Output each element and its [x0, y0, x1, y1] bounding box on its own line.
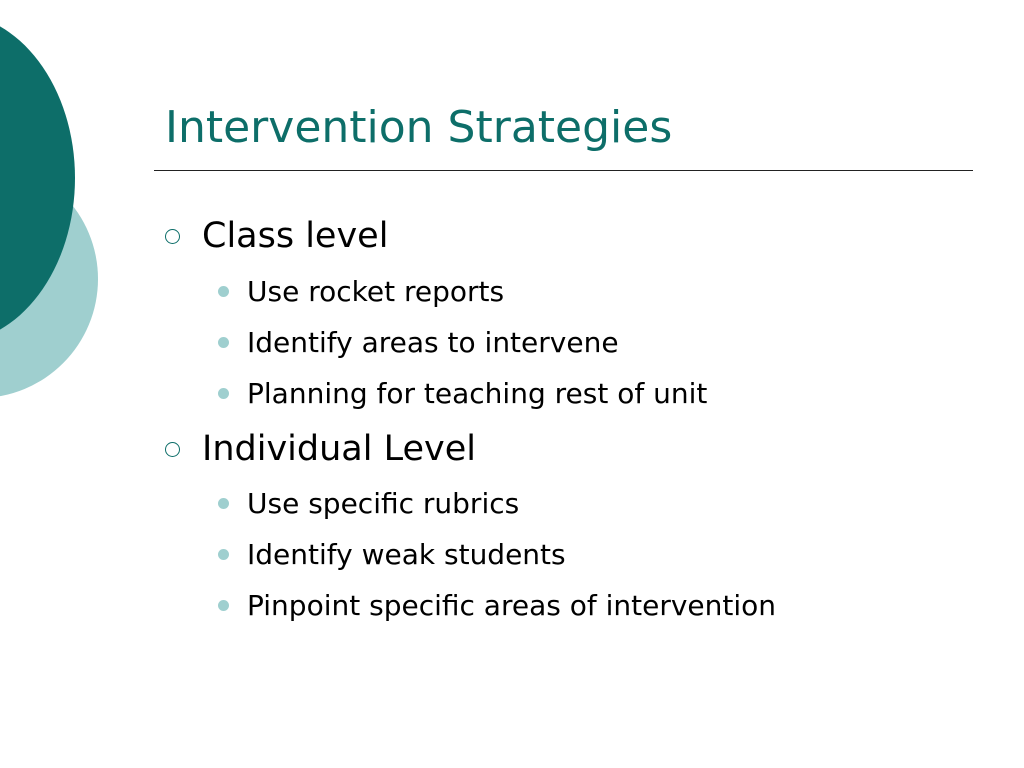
filled-dot-bullet-icon	[218, 337, 229, 348]
filled-dot-bullet-icon	[218, 549, 229, 560]
list-item: Identify weak students	[247, 537, 566, 571]
list-item: Pinpoint specific areas of intervention	[247, 588, 777, 622]
bullet-level2	[218, 373, 707, 413]
bullet-level2	[218, 585, 776, 625]
bullet-level1-individual-level	[165, 424, 476, 474]
section-heading: Class level	[202, 216, 389, 256]
list-item: Use specific rubrics	[247, 486, 520, 520]
filled-dot-bullet-icon	[218, 286, 229, 297]
section-heading: Individual Level	[202, 429, 476, 469]
bullet-level2	[218, 483, 519, 523]
filled-dot-bullet-icon	[218, 600, 229, 611]
slide-title: Intervention Strategies	[165, 102, 673, 153]
filled-dot-bullet-icon	[218, 498, 229, 509]
bullet-level2	[218, 322, 619, 362]
list-item: Planning for teaching rest of unit	[247, 376, 708, 410]
hollow-circle-bullet-icon	[165, 229, 180, 244]
filled-dot-bullet-icon	[218, 388, 229, 399]
bullet-level2	[218, 271, 504, 311]
hollow-circle-bullet-icon	[165, 442, 180, 457]
bullet-level1-class-level	[165, 211, 388, 261]
list-item: Identify areas to intervene	[247, 325, 619, 359]
bullet-level2	[218, 534, 566, 574]
list-item: Use rocket reports	[247, 274, 505, 308]
